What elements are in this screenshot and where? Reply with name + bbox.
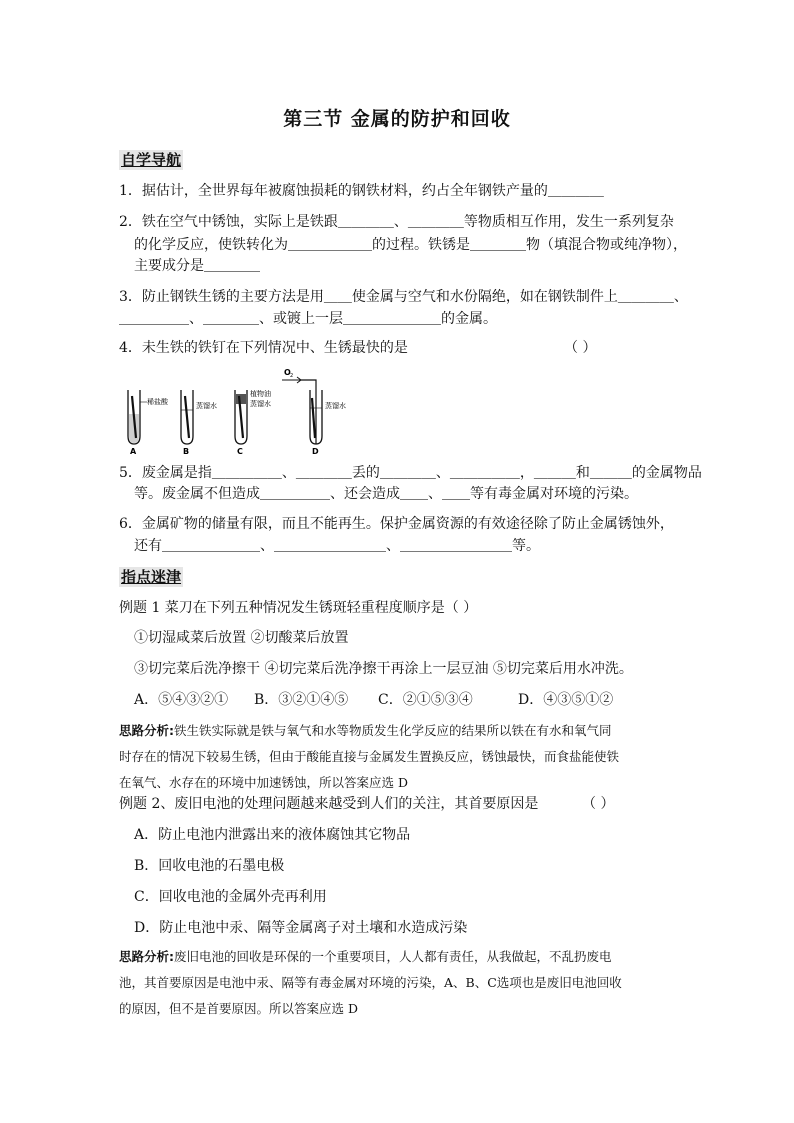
test-tube-figure bbox=[119, 364, 379, 456]
vegetable-oil-layer bbox=[236, 394, 246, 404]
oxygen-label: O bbox=[284, 368, 291, 377]
example-1-option-d: D．④③⑤①② bbox=[518, 692, 614, 708]
tube-b-label: 蒸馏水 bbox=[196, 402, 217, 410]
example-2-option-b: B．回收电池的石墨电极 bbox=[134, 858, 285, 874]
tube-d-label: 蒸馏水 bbox=[325, 402, 346, 410]
question-2-line-3: 主要成分是＿＿＿＿ bbox=[134, 258, 260, 274]
tube-c-letter: C bbox=[237, 447, 243, 456]
question-4: 4．未生铁的铁钉在下列情况中、生锈最快的是 bbox=[119, 340, 408, 356]
example-2-option-d: D．防止电池中汞、隔等金属离子对土壤和水造成污染 bbox=[134, 920, 468, 936]
example-1-analysis-line-1: 铁生铁实际就是铁与氧气和水等物质发生化学反应的结果所以铁在有水和氧气同 bbox=[174, 723, 612, 738]
question-5-line-1: 5．废金属是指＿＿＿＿＿、＿＿＿＿丢的＿＿＿＿、＿＿＿＿＿，＿＿＿和＿＿＿的金属物品 bbox=[119, 465, 702, 481]
example-1-option-a: A．⑤④③②① bbox=[134, 692, 229, 708]
example-2-question: 例题 2、废旧电池的处理问题越来越受到人们的关注，其首要原因是 bbox=[119, 796, 539, 812]
example-2-analysis-line-3: 的原因，但不是首要原因。所以答案应选 D bbox=[119, 1001, 358, 1016]
tube-a-letter: A bbox=[130, 447, 137, 456]
section-heading-key-points: 指点迷津 bbox=[121, 568, 182, 586]
example-1-conditions-2: ③切完菜后洗净擦干 ④切完菜后洗净擦干再涂上一层豆油 ⑤切完菜后用水冲洗。 bbox=[134, 661, 633, 677]
test-tube-c bbox=[235, 389, 271, 456]
tube-c-label-water: 蒸馏水 bbox=[250, 400, 271, 408]
section-heading-self-study: 自学导航 bbox=[121, 151, 182, 169]
tube-d-letter: D bbox=[312, 447, 319, 456]
tube-c-label-oil: 植物油 bbox=[250, 390, 271, 398]
test-tube-b bbox=[181, 390, 217, 456]
question-1: 1．据估计，全世界每年被腐蚀损耗的钢铁材料，约占全年钢铁产量的＿＿＿＿ bbox=[119, 183, 604, 199]
page-title: 第三节 金属的防护和回收 bbox=[283, 108, 511, 130]
example-2-analysis-line-2: 池，其首要原因是电池中汞、隔等有毒金属对环境的污染，A、B、C选项也是废旧电池回收 bbox=[119, 975, 622, 990]
example-1-analysis-line-3: 在氧气、水存在的环境中加速锈蚀，所以答案应选 D bbox=[119, 775, 408, 790]
example-1-analysis bbox=[119, 718, 679, 796]
tube-b-letter: B bbox=[183, 447, 190, 456]
example-1-analysis-line-2: 时存在的情况下较易生锈，但由于酸能直接与金属发生置换反应，锈蚀最快，而食盐能使铁 bbox=[119, 749, 620, 764]
oxygen-subscript: 2 bbox=[290, 373, 294, 379]
test-tube-a bbox=[128, 390, 169, 456]
example-2-option-c: C．回收电池的金属外壳再利用 bbox=[134, 889, 327, 905]
question-2-line-1: 2．铁在空气中锈蚀，实际上是铁跟＿＿＿＿、＿＿＿＿等物质相互作用，发生一系列复杂 bbox=[119, 214, 674, 230]
example-1-analysis-label: 思路分析: bbox=[119, 723, 174, 738]
iron-nail-d bbox=[312, 398, 315, 438]
example-2-answer-paren: （ ） bbox=[582, 796, 615, 812]
tube-a-label: 稀盐酸 bbox=[147, 398, 168, 406]
iron-nail-b bbox=[185, 396, 189, 438]
question-5-line-2: 等。废金属不但造成＿＿＿＿＿、还会造成＿＿、＿＿等有毒金属对环境的污染。 bbox=[134, 486, 638, 502]
example-1-conditions-1: ①切湿咸菜后放置 ②切酸菜后放置 bbox=[134, 630, 349, 646]
example-2-analysis bbox=[119, 944, 679, 1022]
question-2-line-2: 的化学反应，使铁转化为＿＿＿＿＿＿的过程。铁锈是＿＿＿＿物（填混合物或纯净物）， bbox=[134, 237, 687, 253]
example-2-analysis-label: 思路分析: bbox=[119, 949, 174, 964]
example-1-question: 例题 1 菜刀在下列五种情况发生锈斑轻重程度顺序是（ ） bbox=[119, 600, 478, 616]
example-1-option-c: C．②①⑤③④ bbox=[378, 692, 473, 708]
example-1-option-b: B．③②①④⑤ bbox=[254, 692, 349, 708]
question-3-line-1: 3．防止钢铁生锈的主要方法是用＿＿使金属与空气和水份隔绝，如在钢铁制件上＿＿＿＿、 bbox=[119, 289, 688, 305]
question-3-line-2: ＿＿＿＿＿、＿＿＿＿、或镀上一层＿＿＿＿＿＿＿的金属。 bbox=[119, 311, 497, 327]
example-2-analysis-line-1: 废旧电池的回收是环保的一个重要项目，人人都有责任，从我做起，不乱扔废电 bbox=[174, 949, 612, 964]
example-2-option-a: A．防止电池内泄露出来的液体腐蚀其它物品 bbox=[134, 827, 411, 843]
question-6-line-1: 6．金属矿物的储量有限，而且不能再生。保护金属资源的有效途径除了防止金属锈蚀外， bbox=[119, 516, 674, 532]
question-4-answer-paren: （ ） bbox=[564, 340, 597, 356]
question-6-line-2: 还有＿＿＿＿＿＿＿、＿＿＿＿＿＿＿＿、＿＿＿＿＿＿＿＿等。 bbox=[134, 538, 540, 554]
